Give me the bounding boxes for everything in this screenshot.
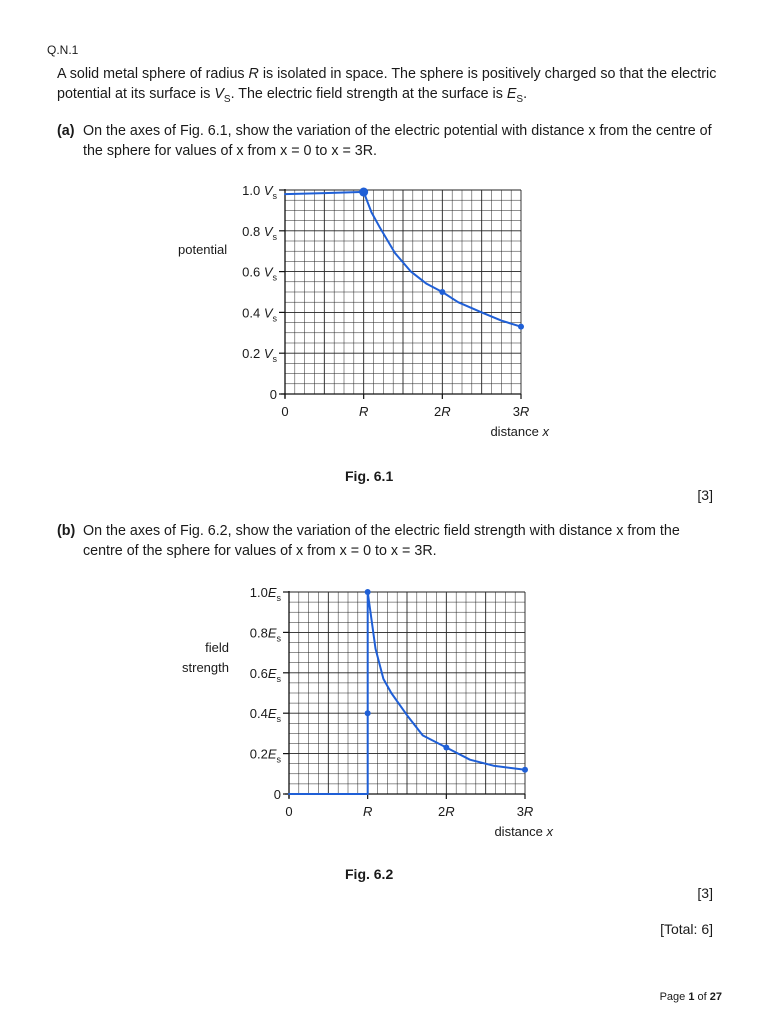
x-tick-label: 0 [285,804,293,819]
potential-subscript: S [223,93,231,105]
part-a-label: (a) [57,123,75,139]
potential-graph [0,170,768,450]
y-tick-label: $1.0E_s$ [249,585,281,603]
y-tick-label: $0.4E_s$ [249,706,281,725]
data-point [518,324,524,330]
potential-symbol: V [214,86,224,102]
data-point [359,188,368,197]
intro-text-4: . [523,86,528,102]
question-intro [57,64,717,110]
total-marks: [Total: 6] [660,921,713,937]
y-axis-label: strength [182,660,229,675]
field-symbol: E [506,86,517,102]
part-a-text: On the axes of Fig. 6.1, show the variation of the electric potential with distance x from the centre of the sphere for values of x from x = 0 to x = 3R. [83,123,712,159]
part-b-text: On the axes of Fig. 6.2, show the variation of the electric field strength with distance x from the centre of the sphere for values of x from x = 0 to x = 3R. [83,523,680,559]
marks-a: [3] [697,487,713,503]
question-number: Q.N.1 [47,43,79,57]
intro-text-2: is isolated in space. The sphere is positively charged so that the electric potential at its surface is [57,66,717,102]
data-point [443,745,449,751]
grid [285,190,521,394]
data-point [365,710,371,716]
y-tick-label: 0.8 $V_s$ [242,223,277,242]
footer-page: 1 [688,991,695,1003]
x-tick-label: 3R [512,404,530,419]
intro-text-1: A solid metal sphere of radius [57,66,249,82]
y-tick-label: 0 [273,787,281,802]
field-subscript: S [516,93,524,105]
y-tick-label: 1.0 $V_s$ [242,183,277,201]
x-tick-label: R [358,404,369,419]
x-axis-label: distance x [490,424,549,439]
y-axis-label: field [205,640,229,655]
part-b [57,521,717,561]
x-tick-label: 2R [438,804,455,819]
figure-caption-2: Fig. 6.2 [345,866,394,882]
x-tick-label: 2R [434,404,451,419]
x-tick-label: R [362,804,373,819]
y-tick-label: 0.2 $V_s$ [242,346,277,365]
data-point [439,289,445,295]
data-point [365,589,371,595]
y-axis-label: potential [178,242,228,257]
x-axis-label: distance x [494,824,553,839]
intro-text-3: . The electric field strength at the surface is [230,86,507,102]
field-strength-graph [0,572,768,852]
part-b-label: (b) [57,523,76,539]
x-tick-label: 0 [281,404,289,419]
y-tick-label: 0 [269,387,277,402]
data-point [522,767,528,773]
footer-prefix: Page [659,991,689,1003]
figure-caption-1: Fig. 6.1 [345,468,394,484]
y-tick-label: $0.8E_s$ [249,625,281,644]
y-tick-label: $0.6E_s$ [249,665,281,684]
footer-total: 27 [709,991,722,1003]
y-tick-label: 0.6 $V_s$ [242,264,277,283]
y-tick-label: 0.4 $V_s$ [242,305,277,324]
y-tick-label: $0.2E_s$ [249,746,281,765]
page-footer [660,991,722,1003]
radius-symbol: R [248,66,259,82]
footer-of: of [694,991,710,1003]
x-tick-label: 3R [516,804,534,819]
marks-b: [3] [697,885,713,901]
part-a [57,121,717,161]
